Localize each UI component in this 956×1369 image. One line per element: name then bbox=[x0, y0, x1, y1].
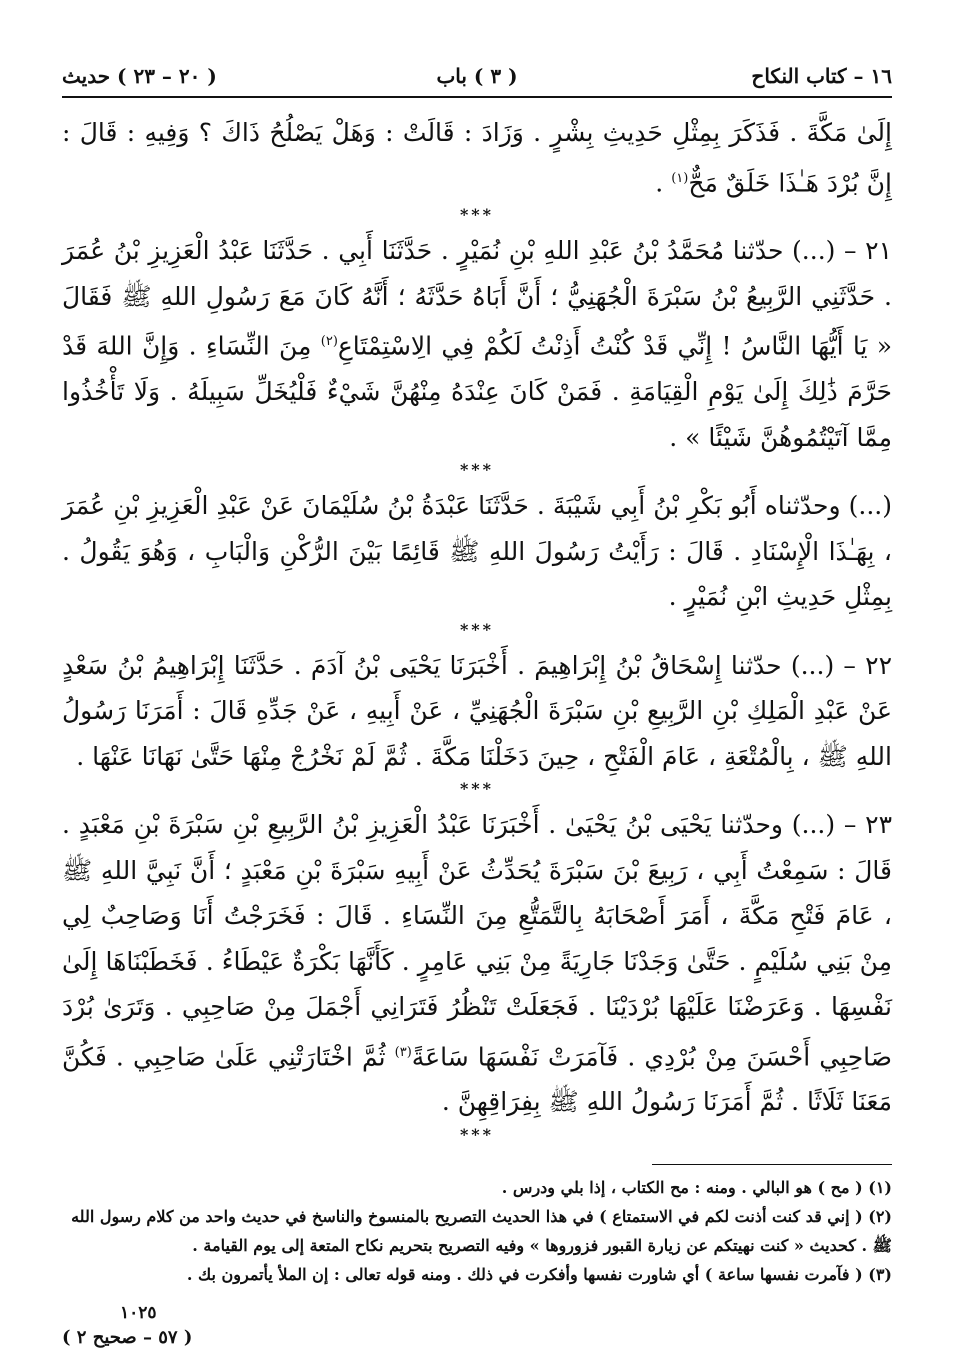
footnote-ref: (١) bbox=[671, 170, 689, 186]
footnotes bbox=[62, 1173, 892, 1289]
main-text bbox=[62, 110, 892, 1142]
paragraph: إِلَىٰ مَكَّةَ . فَذَكَرَ بِمِثْلِ حَدِيثِ بِشْرٍ . وَزَادَ : قَالَتْ : وَهَلْ يَصْلُحُ ذَاكَ ؟ وَفِيهِ : قَالَ : إِنَّ بُرْدَ هَـٰذَا خَلَقٌ مَحٌّ$^{(١)}$ . bbox=[62, 118, 892, 197]
footnote: (٢) ( إني قد كنت أذنت لكم في الاستمتاع ) في هذا الحديث التصريح بالمنسوخ والناسخ في حديث واحد من كلام رسول الله ﷺ . كحديث « كنت نهيتكم عن زيارة القبور فزوروها » وفيه التصريح بتحريم نكاح المتعة إلى يوم القيامة . bbox=[71, 1206, 892, 1255]
book-title: ١٦ – كتاب النكاح bbox=[751, 64, 892, 88]
footnote: (٣) ( فآمرت نفسها ساعة ) أي شاورت نفسها وأفكرت في ذلك . ومنه قوله تعالى : إن الملأ يأتمرون بك . bbox=[186, 1264, 892, 1284]
separator: *** bbox=[459, 779, 495, 799]
hadith-range: ( ٢٠ – ٢٣ ) حديث bbox=[62, 64, 217, 88]
footnote: (١) ( مح ) هو البالي . ومنه : مح الكتاب ، إذا بلي ودرس . bbox=[501, 1177, 892, 1197]
chapter-label: ( ٣ ) باب bbox=[436, 64, 518, 88]
paragraph: ٢٣ – (...) وحدّثنا يَحْيَى بْنُ يَحْيَىٰ . أَخْبَرَنَا عَبْدُ الْعَزِيزِ بْنُ الرَّبِيعِ بْنِ سَبْرَةَ بْنِ مَعْبَدٍ . قَالَ : سَمِعْتُ أَبِي ، رَبِيعَ بْنَ سَبْرَةَ يُحَدِّثُ عَنْ أَبِيهِ سَبْرَةَ بْنِ مَعْبَدٍ ؛ أَنَّ نَبِيَّ اللهِ ﷺ ، عَامَ فَتْحِ مَكَّةَ ، أَمَرَ أَصْحَابَهُ بِالتَّمَتُّعِ مِنَ النِّسَاءِ . قَالَ : فَخَرَجْتُ أَنَا وَصَاحِبٌ لِي مِنْ بَنِي سُلَيْمٍ . حَتَّىٰ وَجَدْنَا جَارِيَةً مِنْ بَنِي عَامِرٍ . كَأَنَّهَا بَكْرَةٌ عَيْطَاءُ . فَخَطَبْنَاهَا إِلَىٰ نَفْسِهَا . وَعَرَضْنَا عَلَيْهَا بُرْدَيْنَا . فَجَعَلَتْ تَنْظُرُ فَتَرَانِي أَجْمَلَ مِنْ صَاحِبِي . وَتَرَىٰ بُرْدَ صَاحِبِي أَحْسَنَ مِنْ بُرْدِي . فَآمَرَتْ نَفْسَهَا سَاعَةً$^{(٣)}$ ثُمَّ اخْتَارَتْنِي عَلَىٰ صَاحِبِي . فَكُنَّ مَعَنَا ثَلَاثًا . ثُمَّ أَمَرَنَا رَسُولُ اللهِ ﷺ بِفِرَاقِهِنَّ . bbox=[62, 810, 892, 1117]
paragraph: ٢٢ – (...) حدّثنا إِسْحَاقُ بْنُ إِبْرَاهِيمَ . أَخْبَرَنَا يَحْيَى بْنُ آدَمَ . حَدَّثَنَا إِبْرَاهِيمُ بْنُ سَعْدٍ عَنْ عَبْدِ الْمَلِكِ بْنِ الرَّبِيعِ بْنِ سَبْرَةَ الْجُهَنِيِّ ، عَنْ أَبِيهِ ، عَنْ جَدِّهِ قَالَ : أَمَرَنَا رَسُولُ اللهِ ﷺ ، بِالْمُتْعَةِ ، عَامَ الْفَتْحِ ، حِينَ دَخَلْنَا مَكَّةَ . ثُمَّ لَمْ نَخْرُجْ مِنْهَا حَتَّىٰ نَهَانَا عَنْهَا . bbox=[62, 650, 892, 771]
footnote-divider bbox=[652, 1164, 892, 1165]
footnote-ref: (٣) bbox=[394, 1044, 412, 1060]
separator: *** bbox=[459, 619, 495, 639]
paragraph: ٢١ – (...) حدّثنا مُحَمَّدُ بْنُ عَبْدِ اللهِ بْنِ نُمَيْرٍ . حَدَّثَنَا أَبِي . حَدَّثَنَا عَبْدُ الْعَزِيزِ بْنُ عُمَرَ . حَدَّثَنِي الرَّبِيعُ بْنُ سَبْرَةَ الْجُهَنِيُّ ؛ أَنَّ أَبَاهُ حَدَّثَهُ ؛ أَنَّهُ كَانَ مَعَ رَسُولِ اللهِ ﷺ فَقَالَ « يَا أَيُّهَا النَّاسُ ! إِنِّي قَدْ كُنْتُ أَذِنْتُ لَكُمْ فِي الِاسْتِمْتَاعِ$^{(٢)}$ مِنَ النِّسَاءِ . وَإِنَّ اللهَ قَدْ حَرَّمَ ذَٰلِكَ إِلَىٰ يَوْمِ الْقِيَامَةِ . فَمَنْ كَانَ عِنْدَهُ مِنْهُنَّ شَيْءٌ فَلْيُخَلِّ سَبِيلَهُ . وَلَا تَأْخُذُوا مِمَّا آتَيْتُمُوهُنَّ شَيْئًا » . bbox=[62, 236, 893, 452]
book-page bbox=[62, 56, 892, 1348]
footnote-ref: (٢) bbox=[320, 334, 338, 350]
signature-mark: ( ٥٧ – صحيح ٢ ) bbox=[62, 1326, 193, 1348]
paragraph: (...) وحدّثناه أَبُو بَكْرِ بْنُ أَبِي شَيْبَةَ . حَدَّثَنَا عَبْدَةُ بْنُ سُلَيْمَانَ عَنْ عَبْدِ الْعَزِيزِ بْنِ عُمَرَ ، بِهَـٰذَا الْإِسْنَادِ . قَالَ : رَأَيْتُ رَسُولَ اللهِ ﷺ قَائِمًا بَيْنَ الرُّكْنِ وَالْبَابِ ، وَهُوَ يَقُولُ . بِمِثْلِ حَدِيثِ ابْنِ نُمَيْرٍ . bbox=[62, 491, 892, 612]
separator: *** bbox=[459, 1124, 495, 1144]
separator: *** bbox=[459, 205, 495, 225]
page-number: ١٠٢٥ bbox=[120, 1302, 157, 1323]
page-header bbox=[62, 56, 892, 98]
separator: *** bbox=[459, 460, 495, 480]
